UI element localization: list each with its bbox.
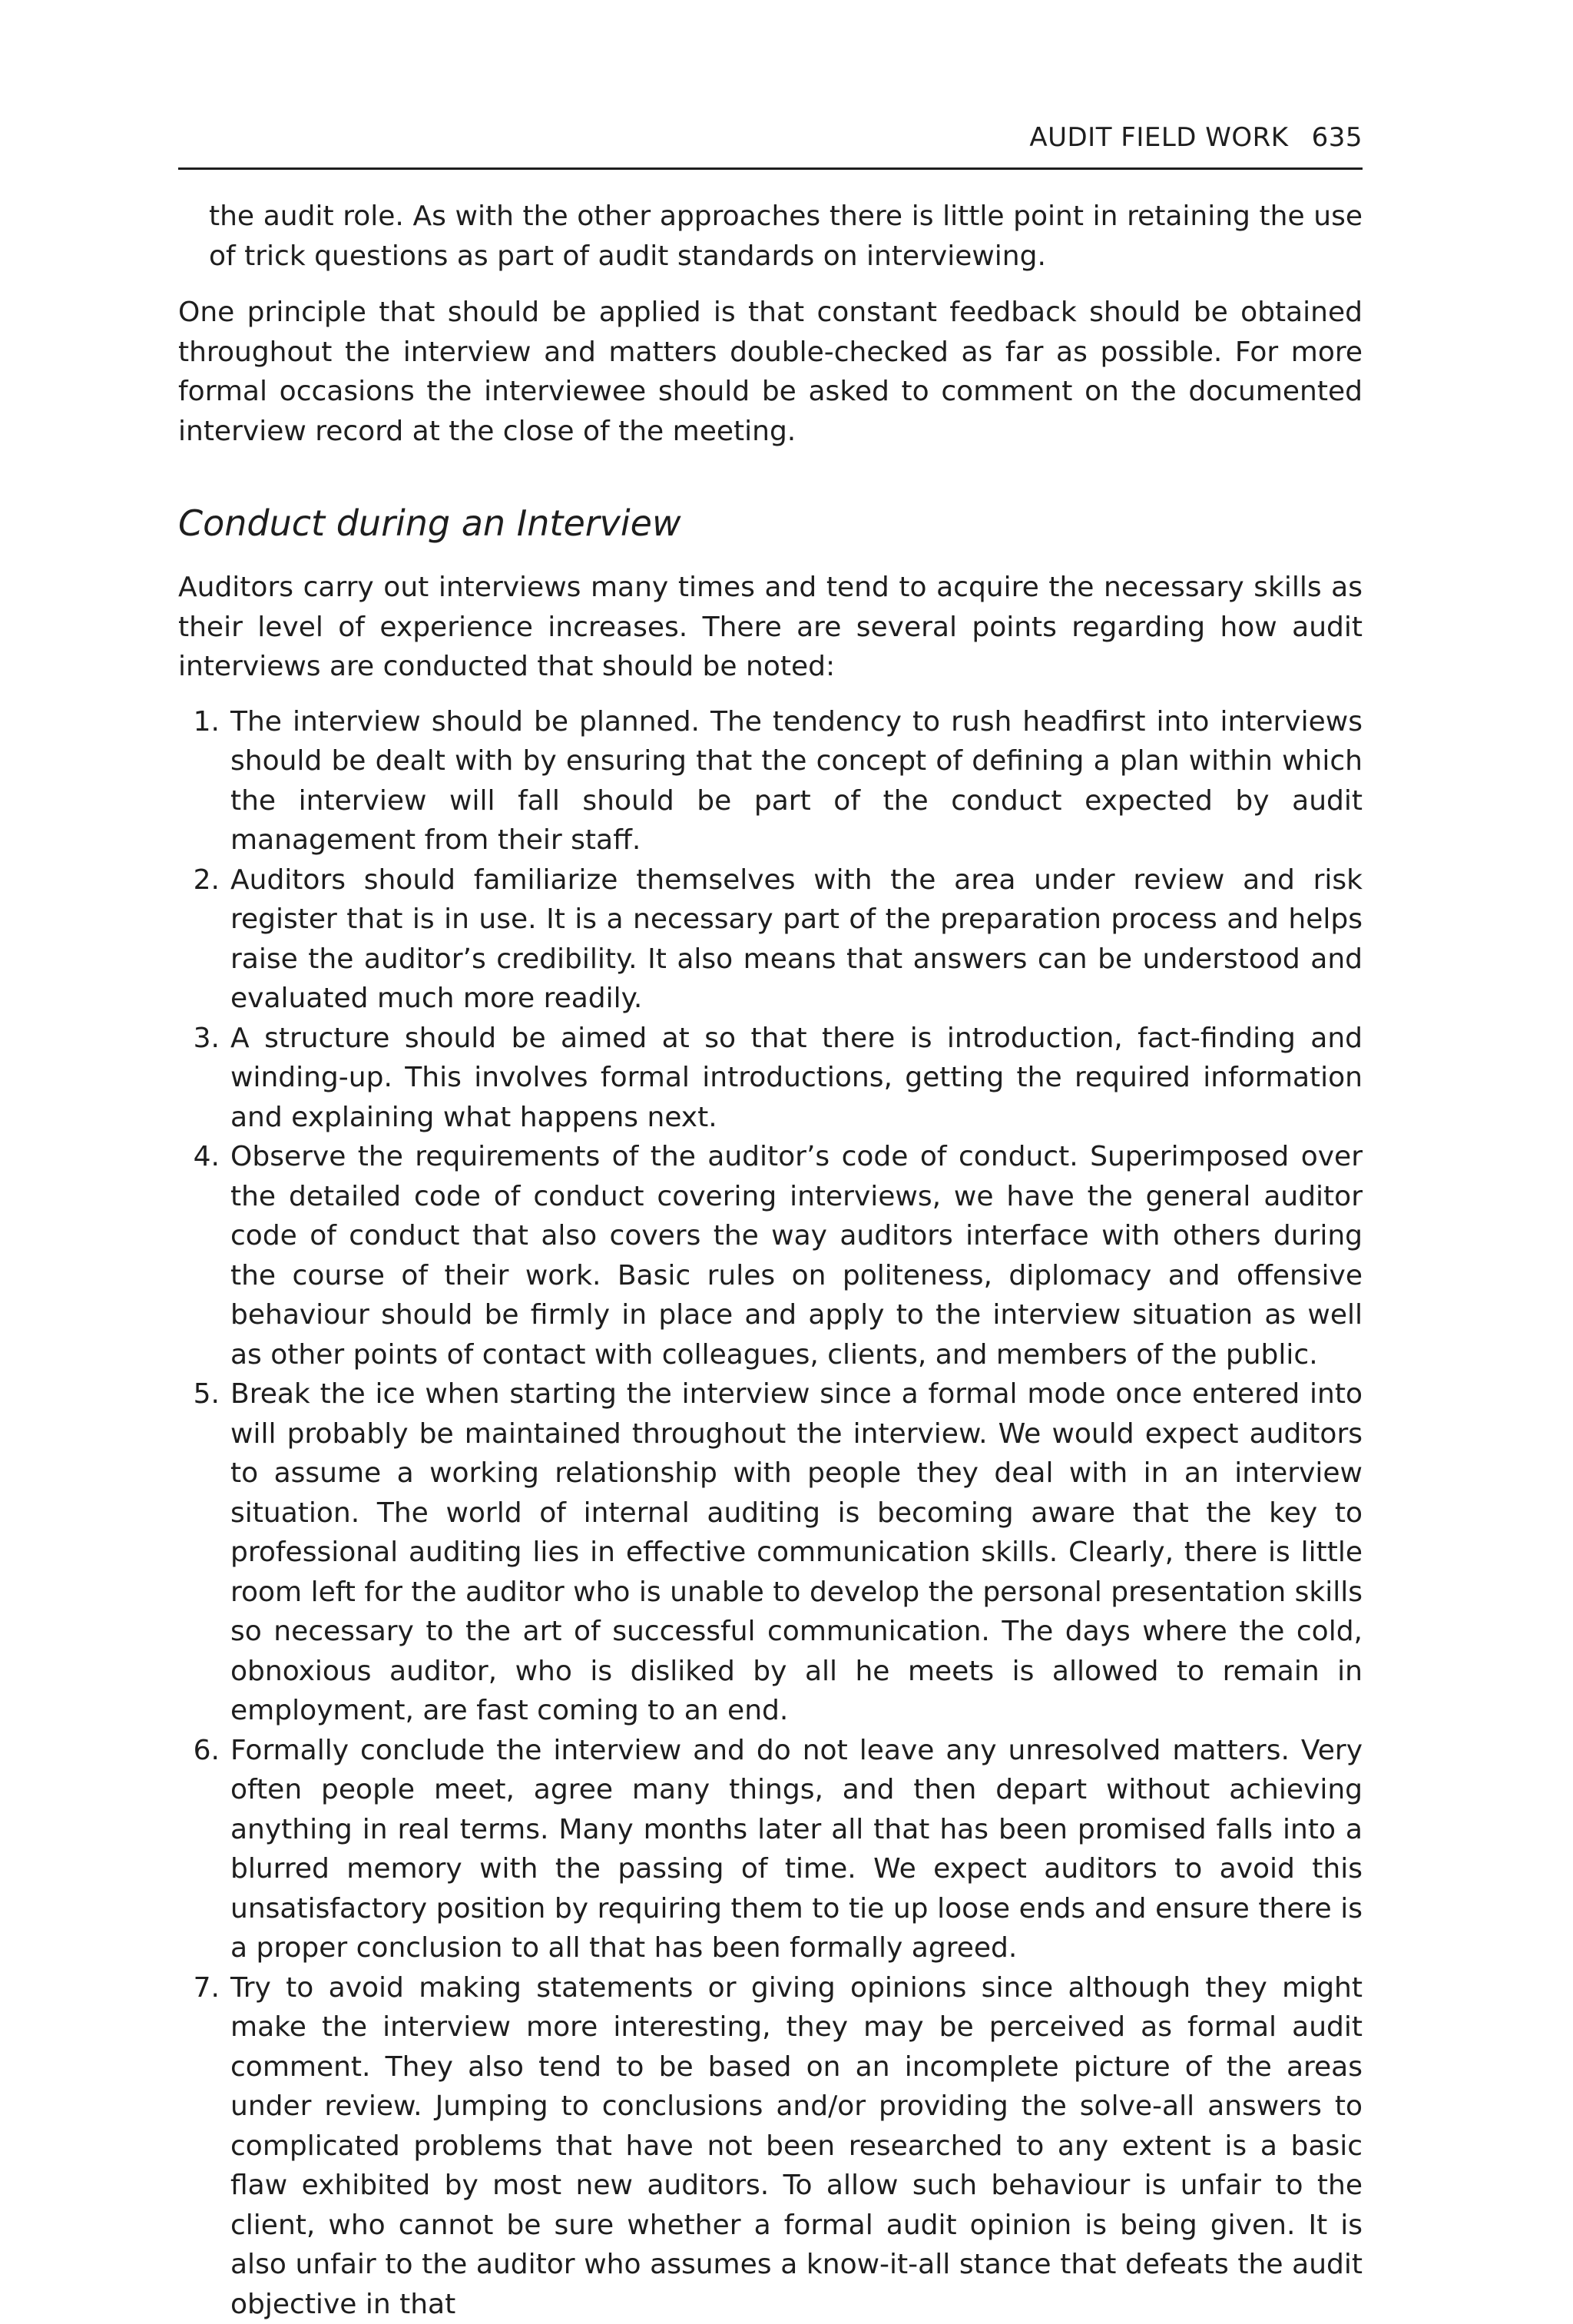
conduct-points-list xyxy=(178,702,1363,2324)
list-item-number: 4. xyxy=(178,1137,220,1177)
running-header xyxy=(178,115,1363,170)
list-item xyxy=(178,1137,1363,1374)
section-heading: Conduct during an Interview xyxy=(178,500,1363,546)
list-item xyxy=(178,1019,1363,1138)
section-lead-paragraph: Auditors carry out interviews many times and tend to acquire the necessary skills as their level of experience increases. There are several points regarding how audit interviews are conducted that should be noted: xyxy=(178,568,1363,687)
list-item-number: 3. xyxy=(178,1019,220,1059)
list-item-number: 1. xyxy=(178,702,220,742)
list-item xyxy=(178,1731,1363,1968)
continued-paragraph: the audit role. As with the other approaches there is little point in retaining the use of trick questions as part of audit standards on interviewing. xyxy=(178,197,1363,276)
list-item xyxy=(178,702,1363,860)
page-body xyxy=(178,197,1363,2324)
list-item-text: Try to avoid making statements or giving opinions since although they might make the interview more interesting, they may be perceived as formal audit comment. They also tend to be based on an incomplete picture of the areas under review. Jumping to conclusions and/or providing the solve-all answers to complicated problems that have not been researched to any extent is a basic flaw exhibited by most new auditors. To allow such behaviour is unfair to the client, who cannot be sure whether a formal audit opinion is being given. It is also unfair to the auditor who assumes a know-it-all stance that defeats the audit objective in that xyxy=(230,1972,1363,2320)
list-item-text: Break the ice when starting the interview since a formal mode once entered into will probably be maintained throughout the interview. We would expect auditors to assume a working relationship with people they deal with in an interview situation. The world of internal auditing is becoming aware that the key to professional auditing lies in effective communication skills. Clearly, there is little room left for the auditor who is unable to develop the personal presentation skills so necessary to the art of successful communication. The days where the cold, obnoxious auditor, who is disliked by all he meets is allowed to remain in employment, are fast coming to an end. xyxy=(230,1378,1363,1726)
list-item-number: 2. xyxy=(178,860,220,900)
list-item xyxy=(178,1374,1363,1731)
list-item xyxy=(178,1968,1363,2324)
list-item-text: Observe the requirements of the auditor’s code of conduct. Superimposed over the detailed code of conduct covering interviews, we have the general auditor code of conduct that also covers the way auditors interface with others during the course of their work. Basic rules on politeness, diplomacy and offensive behaviour should be firmly in place and apply to the interview situation as well as other points of contact with colleagues, clients, and members of the public. xyxy=(230,1141,1363,1371)
list-item-number: 6. xyxy=(178,1731,220,1771)
list-item-number: 7. xyxy=(178,1968,220,2008)
list-item xyxy=(178,860,1363,1019)
list-item-text: Auditors should familiarize themselves with the area under review and risk register that is in use. It is a necessary part of the preparation process and helps raise the auditor’s credibility. It also means that answers can be understood and evaluated much more readily. xyxy=(230,864,1363,1015)
list-item-text: The interview should be planned. The tendency to rush headfirst into interviews should be dealt with by ensuring that the concept of defining a plan within which the interview will fall should be part of the conduct expected by audit management from their staff. xyxy=(230,706,1363,857)
running-title: AUDIT FIELD WORK xyxy=(1029,122,1288,153)
feedback-principle-paragraph: One principle that should be applied is that constant feedback should be obtained throughout the interview and matters double-checked as far as possible. For more formal occasions the interviewee should be asked to comment on the documented interview record at the close of the meeting. xyxy=(178,293,1363,451)
list-item-text: Formally conclude the interview and do not leave any unresolved matters. Very often people meet, agree many things, and then depart without achieving anything in real terms. Many months later all that has been promised falls into a blurred memory with the passing of time. We expect auditors to avoid this unsatisfactory position by requiring them to tie up loose ends and ensure there is a proper conclusion to all that has been formally agreed. xyxy=(230,1735,1363,1964)
page-number: 635 xyxy=(1312,122,1363,153)
list-item-number: 5. xyxy=(178,1374,220,1414)
list-item-text: A structure should be aimed at so that there is introduction, fact-finding and winding-up. This involves formal introductions, getting the required information and explaining what happens next. xyxy=(230,1023,1363,1133)
